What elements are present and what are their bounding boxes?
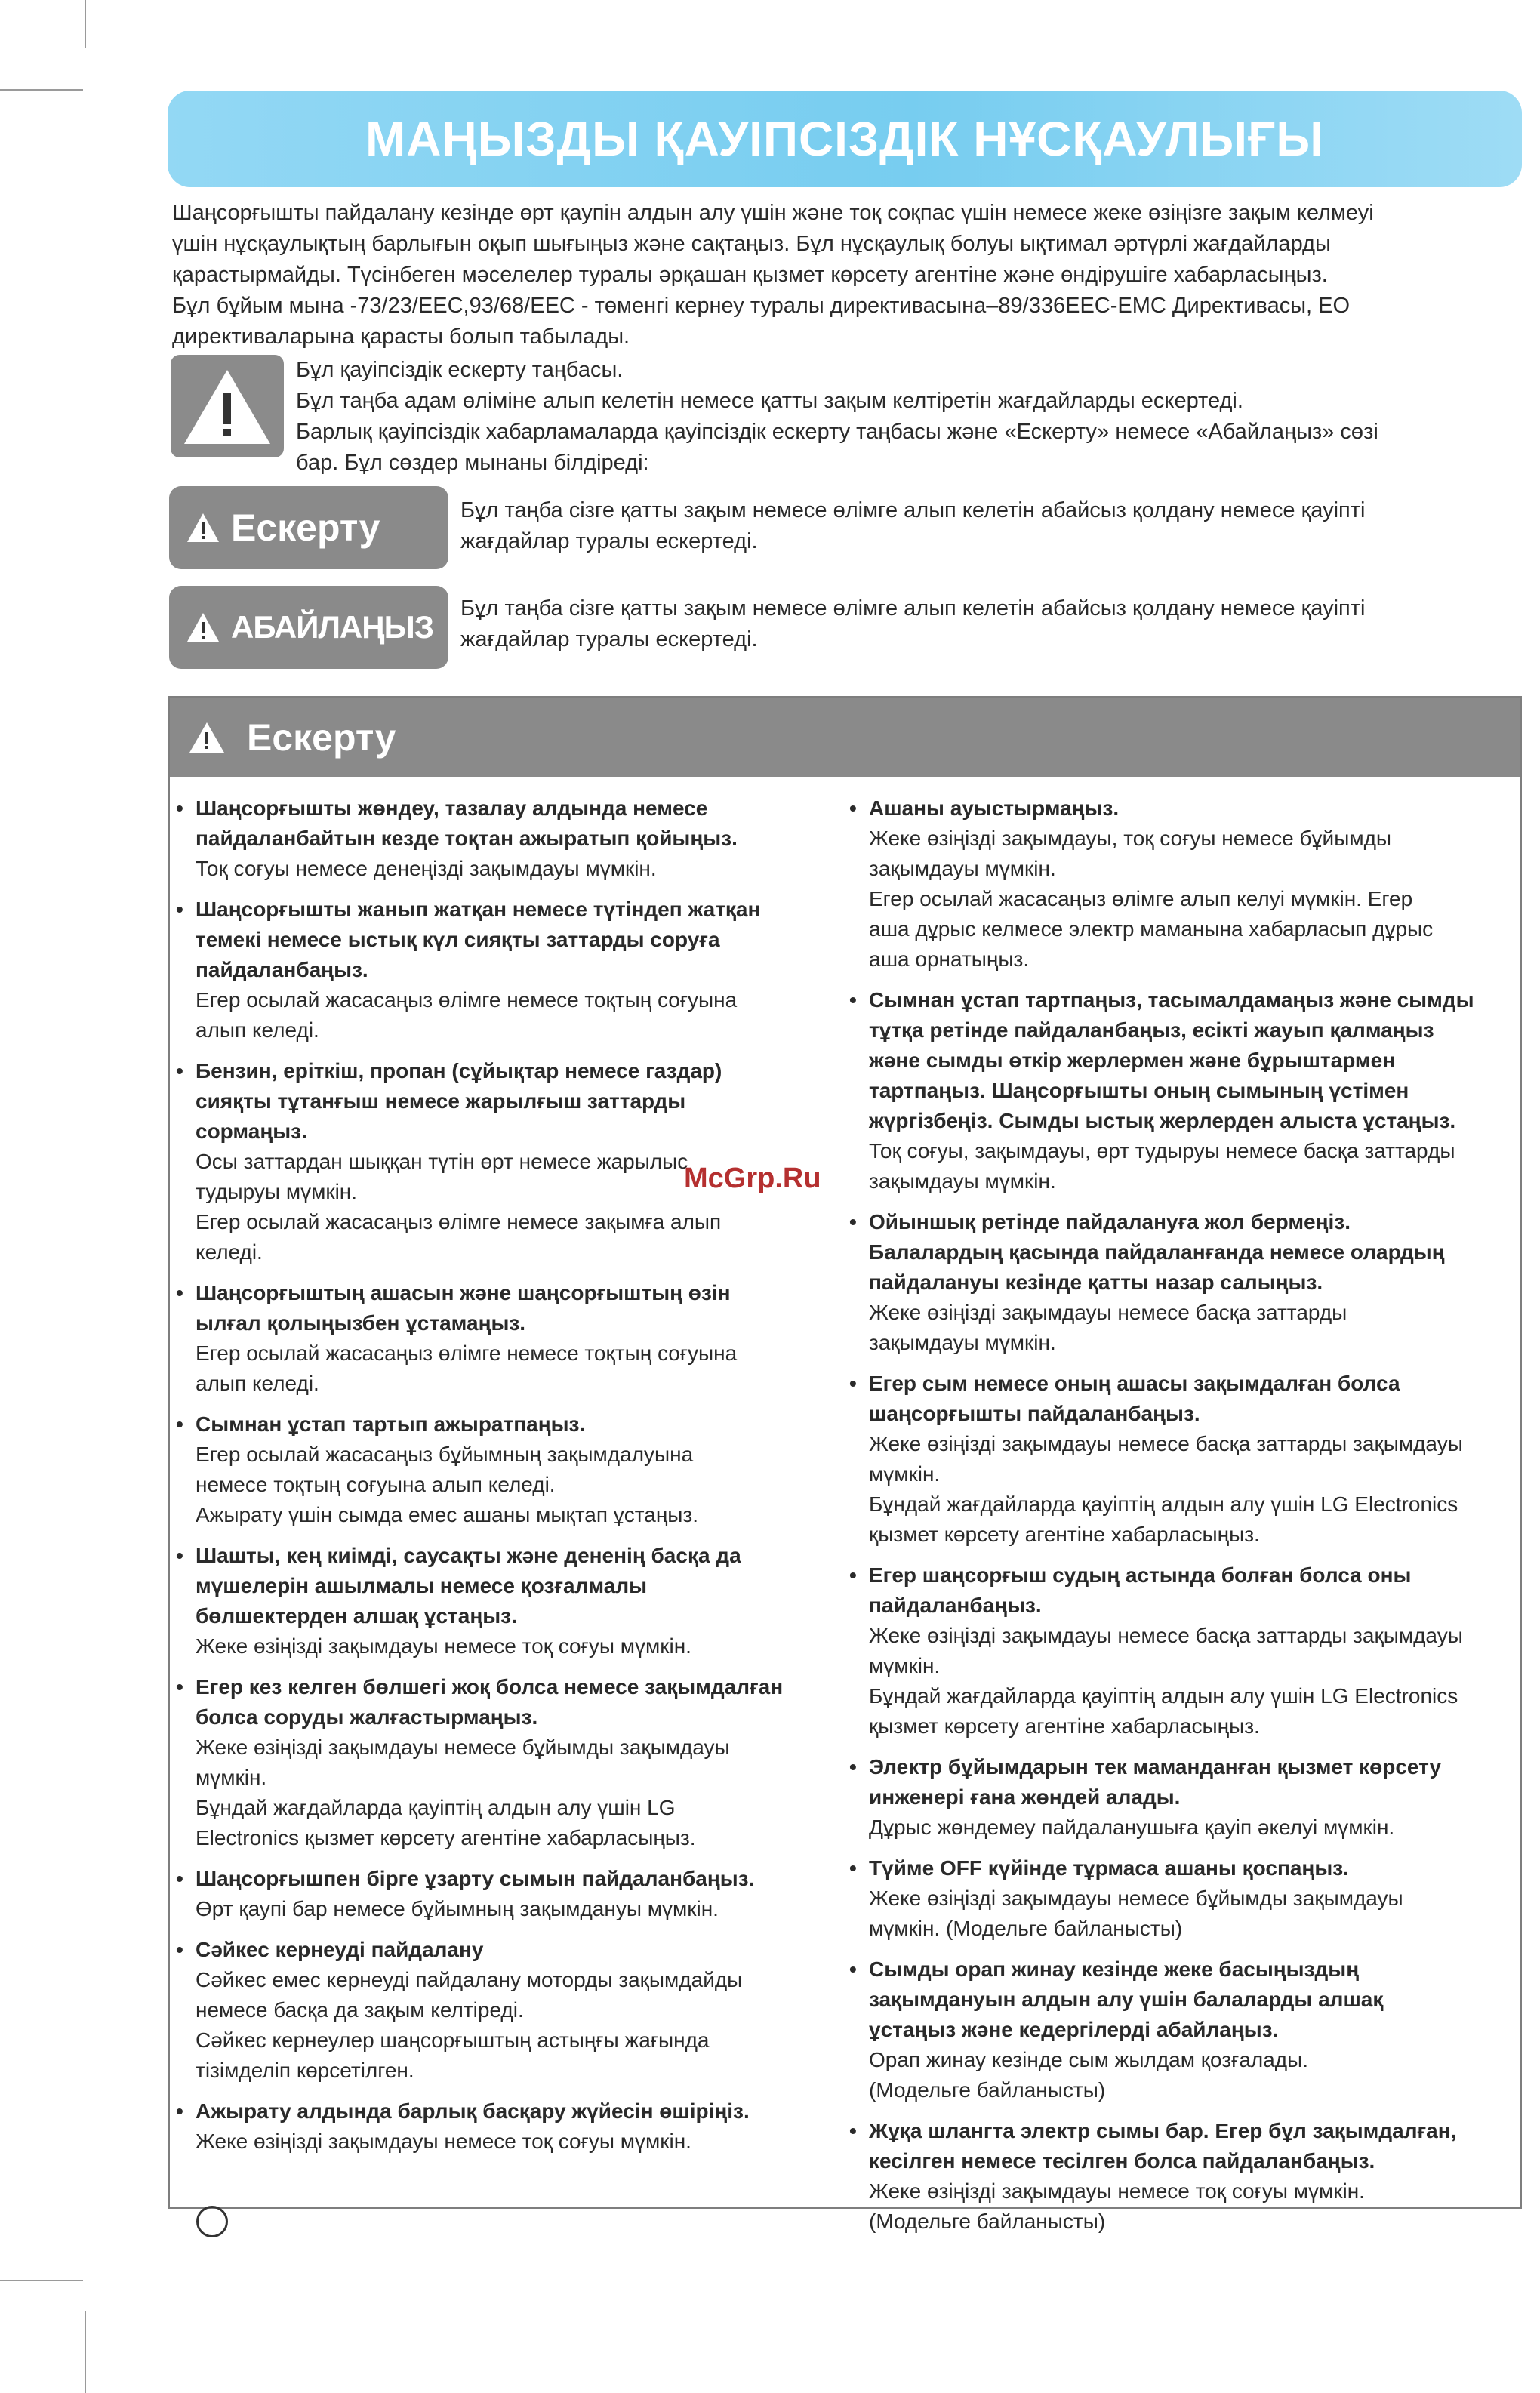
warning-item-title: [849, 1369, 1506, 1429]
title-line: Егер кез келген бөлшегі жоқ болса немесе зақымдалған: [196, 1675, 784, 1699]
warning-item-title: [176, 793, 821, 854]
description-line: Жеке өзіңізді зақымдауы немесе тоқ соғуы мүмкін.: [869, 2179, 1365, 2203]
warning-item-description: [176, 985, 821, 1046]
description-line: мүмкін.: [869, 1462, 941, 1486]
intro-line: үшін нұсқаулықтың барлығын оқып шығыңыз және сақтаңыз. Бұл нұсқаулық болуы ықтимал әртүрлі жағдайларды: [172, 232, 1331, 256]
bullet-icon: •: [849, 1957, 857, 1981]
warning-triangle-icon: [186, 611, 220, 643]
description-line: алып келеді.: [196, 1018, 319, 1042]
warning-item-description: [849, 1429, 1506, 1550]
warning-item: [849, 1752, 1506, 1843]
title-line: Ажырату алдында барлық басқару жүйесін өшіріңіз.: [196, 2099, 750, 2123]
title-line: темекі немесе ыстық күл сияқты заттарды соруға: [196, 928, 720, 951]
description-line: Бұндай жағдайларда қауіптің алдын алу үшін LG Electronics: [869, 1492, 1458, 1516]
description-line: Жеке өзіңізді зақымдауы немесе тоқ соғуы мүмкін.: [196, 2130, 691, 2153]
warning-badge: [169, 486, 448, 569]
description-line: немесе тоқтың соғуына алып келеді.: [196, 1473, 556, 1496]
warning-item: [849, 1954, 1506, 2105]
description-line: қызмет көрсету агентіне хабарласыңыз.: [869, 1714, 1260, 1738]
warning-item: [849, 2116, 1506, 2237]
warning-item-description: [176, 1440, 821, 1530]
warning-badge-label: Ескерту: [231, 507, 380, 549]
title-line: Түйме OFF күйінде тұрмаса ашаны қоспаңыз.: [869, 1856, 1349, 1880]
description-line: Жеке өзіңізді зақымдауы, тоқ соғуы немесе бұйымды: [869, 827, 1392, 850]
description-line: аша дұрыс келмесе электр маманына хабарласып дұрыс: [869, 917, 1434, 941]
title-line: мүшелерін ашылмалы немесе қозғалмалы: [196, 1574, 648, 1597]
title-line: жүргізбеңіз. Сымды ыстық жерлерден алыста ұстаңыз.: [869, 1109, 1456, 1132]
desc-line: Бұл таңба сізге қатты зақым немесе өлімге алып келетін абайсыз қолдану немесе қауіпті: [460, 498, 1366, 522]
warning-item-title: [849, 1752, 1506, 1812]
title-line: кесілген немесе тесілген болса пайдаланбаңыз.: [869, 2149, 1375, 2173]
crop-mark: [0, 2280, 83, 2281]
description-line: Егер осылай жасасаңыз бұйымның зақымдалуына: [196, 1443, 694, 1466]
title-line: Сымды орап жинау кезінде жеке басыңыздың: [869, 1957, 1360, 1981]
description-line: мүмкін.: [196, 1766, 267, 1789]
warning-item-description: [176, 1631, 821, 1662]
warning-item: [176, 2096, 821, 2157]
title-line: бөлшектерден алшақ ұстаңыз.: [196, 1604, 517, 1628]
warning-item-title: [849, 793, 1506, 824]
description-line: Егер осылай жасасаңыз өлімге немесе зақымға алып: [196, 1210, 722, 1233]
bullet-icon: •: [849, 2119, 857, 2142]
warning-item-title: [176, 1409, 821, 1440]
warning-item-description: [849, 1298, 1506, 1358]
description-line: Жеке өзіңізді зақымдауы немесе бұйымды зақымдауы: [869, 1886, 1403, 1910]
warning-item-title: [176, 1672, 821, 1732]
symbol-explanation: [296, 355, 1511, 479]
title-line: Сәйкес кернеуді пайдалану: [196, 1938, 484, 1961]
intro-paragraph: [172, 198, 1513, 353]
page-number-circle: [196, 2206, 228, 2237]
warning-item-description: [849, 1812, 1506, 1843]
warning-item: [849, 985, 1506, 1196]
title-line: Егер шаңсорғыш судың астында болған болса оны: [869, 1563, 1412, 1587]
description-line: Осы заттардан шыққан түтін өрт немесе жарылыс: [196, 1150, 688, 1173]
title-line: Ашаны ауыстырмаңыз.: [869, 796, 1120, 820]
description-line: Сәйкес емес кернеуді пайдалану моторды зақымдайды: [196, 1968, 743, 1991]
crop-mark: [85, 0, 86, 48]
symbol-text-line: Бұл қауіпсіздік ескерту таңбасы.: [296, 358, 624, 382]
warning-item-title: [176, 1541, 821, 1631]
warning-item-title: [176, 1864, 821, 1894]
warning-section-header: [170, 698, 1520, 777]
warning-item-title: [176, 895, 821, 985]
warning-triangle-icon: [171, 355, 284, 457]
intro-line: директиваларына қарасты болып табылады.: [172, 325, 630, 349]
description-line: (Модельге байланысты): [869, 2078, 1106, 2102]
description-line: Electronics қызмет көрсету агентіне хабарласыңыз.: [196, 1826, 696, 1849]
warning-section-title: Ескерту: [247, 716, 396, 759]
title-line: Ойыншық ретінде пайдалануға жол бермеңіз.: [869, 1210, 1351, 1233]
title-line: пайдаланбаңыз.: [196, 958, 368, 981]
title-line: болса соруды жалғастырмаңыз.: [196, 1705, 538, 1729]
desc-line: жағдайлар туралы ескертеді.: [460, 529, 758, 553]
title-line: ылғал қолыңызбен ұстамаңыз.: [196, 1311, 526, 1335]
warning-item: [849, 1853, 1506, 1944]
bullet-icon: •: [176, 1938, 183, 1961]
description-line: Ажырату үшін сымда емес ашаны мықтап ұстаңыз.: [196, 1503, 699, 1526]
bullet-icon: •: [849, 988, 857, 1012]
description-line: зақымдауы мүмкін.: [869, 1169, 1056, 1193]
warning-item: [176, 1864, 821, 1924]
warning-item-title: [849, 985, 1506, 1136]
watermark: McGrp.Ru: [684, 1163, 821, 1194]
warning-item-title: [176, 1056, 821, 1147]
warning-item: [176, 1278, 821, 1399]
bullet-icon: •: [176, 1675, 183, 1699]
warning-item-title: [176, 1935, 821, 1965]
title-banner: [168, 91, 1522, 187]
warning-item: [849, 793, 1506, 975]
description-line: Дұрыс жөндемеу пайдаланушыға қауіп әкелуі мүмкін.: [869, 1816, 1395, 1839]
warning-item-description: [176, 2127, 821, 2157]
warning-item: [849, 1369, 1506, 1550]
warning-item-title: [849, 1954, 1506, 2045]
warning-item-description: [849, 2176, 1506, 2237]
description-line: Жеке өзіңізді зақымдауы немесе басқа заттарды зақымдауы: [869, 1432, 1463, 1455]
description-line: мүмкін.: [869, 1654, 941, 1677]
bullet-icon: •: [849, 1856, 857, 1880]
description-line: Бұндай жағдайларда қауіптің алдын алу үшін LG: [196, 1796, 676, 1819]
bullet-icon: •: [176, 796, 183, 820]
title-line: тұтқа ретінде пайдаланбаңыз, есікті жауып қалмаңыз: [869, 1018, 1434, 1042]
warning-right-column: [849, 793, 1506, 2247]
warning-item-description: [176, 1894, 821, 1924]
warning-item: [176, 1541, 821, 1662]
caution-badge-label: АБАЙЛАҢЫЗ: [231, 609, 433, 645]
bullet-icon: •: [849, 1563, 857, 1587]
title-line: және сымды өткір жерлермен және бұрыштармен: [869, 1049, 1396, 1072]
description-line: Жеке өзіңізді зақымдауы немесе басқа заттарды: [869, 1301, 1348, 1324]
symbol-text-line: бар. Бұл сөздер мынаны білдіреді:: [296, 451, 649, 475]
bullet-icon: •: [849, 796, 857, 820]
symbol-text-line: Барлық қауіпсіздік хабарламаларда қауіпсіздік ескерту таңбасы және «Ескерту» немесе «Абайлаңыз» сөзі: [296, 420, 1378, 444]
intro-line: Шаңсорғышты пайдалану кезінде өрт қаупін алдын алу үшін және тоқ соқпас үшін немесе жеке өзіңізге зақым келмеуі: [172, 201, 1374, 225]
bullet-icon: •: [176, 1544, 183, 1567]
description-line: Сәйкес кернеулер шаңсорғыштың астыңғы жағында: [196, 2028, 710, 2052]
description-line: алып келеді.: [196, 1372, 319, 1395]
description-line: немесе басқа да зақым келтіреді.: [196, 1998, 524, 2022]
description-line: қызмет көрсету агентіне хабарласыңыз.: [869, 1523, 1260, 1546]
warning-item-description: [849, 1883, 1506, 1944]
bullet-icon: •: [176, 1867, 183, 1890]
description-line: Орап жинау кезінде сым жылдам қозғалады.: [869, 2048, 1309, 2071]
title-line: Жұқа шлангта электр сымы бар. Егер бұл зақымдалған,: [869, 2119, 1457, 2142]
description-line: Бұндай жағдайларда қауіптің алдын алу үшін LG Electronics: [869, 1684, 1458, 1708]
description-line: Егер осылай жасасаңыз өлімге немесе тоқтың соғуына: [196, 988, 738, 1012]
bullet-icon: •: [849, 1755, 857, 1779]
warning-item: [176, 1672, 821, 1853]
warning-item-title: [849, 1853, 1506, 1883]
warning-item-description: [849, 1621, 1506, 1742]
title-line: шаңсорғышты пайдаланбаңыз.: [869, 1402, 1200, 1425]
symbol-text-line: Бұл таңба адам өліміне алып келетін немесе қатты зақым келтіретін жағдайларды ескертеді.: [296, 389, 1243, 413]
warning-item-title: [176, 2096, 821, 2127]
bullet-icon: •: [176, 1281, 183, 1304]
desc-line: Бұл таңба сізге қатты зақым немесе өлімге алып келетін абайсыз қолдану немесе қауіпті: [460, 596, 1366, 621]
warning-item: [176, 1409, 821, 1530]
page-title: МАҢЫЗДЫ ҚАУІПСІЗДІК НҰСҚАУЛЫҒЫ: [365, 112, 1325, 166]
description-line: Егер осылай жасасаңыз өлімге немесе тоқтың соғуына: [196, 1341, 738, 1365]
desc-line: жағдайлар туралы ескертеді.: [460, 627, 758, 651]
warning-item-description: [849, 1136, 1506, 1196]
caution-badge-description: [460, 593, 1513, 655]
warning-item-description: [849, 2045, 1506, 2105]
warning-item-description: [176, 1338, 821, 1399]
title-line: Сымнан ұстап тартып ажыратпаңыз.: [196, 1412, 586, 1436]
warning-item-description: [176, 854, 821, 884]
description-line: мүмкін. (Модельге байланысты): [869, 1917, 1183, 1940]
warning-item: [176, 1056, 821, 1267]
title-line: пайдаланбайтын кезде тоқтан ажыратып қойыңыз.: [196, 827, 738, 850]
bullet-icon: •: [176, 1412, 183, 1436]
bullet-icon: •: [849, 1210, 857, 1233]
title-line: Шаңсорғышты жөндеу, тазалау алдында немесе: [196, 796, 708, 820]
description-line: зақымдауы мүмкін.: [869, 857, 1056, 880]
title-line: Сымнан ұстап тартпаңыз, тасымалдамаңыз және сымды: [869, 988, 1474, 1012]
title-line: тартпаңыз. Шаңсорғышты оның сымының үстімен: [869, 1079, 1409, 1102]
warning-triangle-icon: [186, 512, 220, 544]
safety-alert-symbol: [171, 355, 284, 457]
description-line: Жеке өзіңізді зақымдауы немесе бұйымды зақымдауы: [196, 1735, 730, 1759]
warning-item: [176, 895, 821, 1046]
warning-item-title: [849, 2116, 1506, 2176]
description-line: Өрт қаупі бар немесе бұйымның зақымдануы мүмкін.: [196, 1897, 719, 1920]
description-line: Тоқ соғуы, зақымдауы, өрт тудыруы немесе басқа заттарды: [869, 1139, 1455, 1163]
description-line: тізімделіп көрсетілген.: [196, 2059, 414, 2082]
bullet-icon: •: [849, 1372, 857, 1395]
warning-item-title: [849, 1207, 1506, 1298]
bullet-icon: •: [176, 2099, 183, 2123]
description-line: келеді.: [196, 1240, 263, 1264]
description-line: Егер осылай жасасаңыз өлімге алып келуі мүмкін. Егер: [869, 887, 1413, 910]
title-line: Бензин, еріткіш, пропан (сұйықтар немесе газдар): [196, 1059, 722, 1083]
description-line: Жеке өзіңізді зақымдауы немесе басқа заттарды зақымдауы: [869, 1624, 1463, 1647]
title-line: сормаңыз.: [196, 1120, 307, 1143]
title-line: сияқты тұтанғыш немесе жарылғыш заттарды: [196, 1089, 686, 1113]
description-line: Жеке өзіңізді зақымдауы немесе тоқ соғуы мүмкін.: [196, 1634, 691, 1658]
title-line: Шаңсорғышпен бірге ұзарту сымын пайдаланбаңыз.: [196, 1867, 755, 1890]
warning-left-column: [176, 793, 821, 2167]
warning-item: [176, 793, 821, 884]
title-line: Шаңсорғышты жанып жатқан немесе түтіндеп жатқан: [196, 898, 761, 921]
title-line: Балалардың қасында пайдаланғанда немесе олардың: [869, 1240, 1445, 1264]
warning-item: [176, 1935, 821, 2086]
warning-item-title: [176, 1278, 821, 1338]
bullet-icon: •: [176, 898, 183, 921]
warning-item: [849, 1207, 1506, 1358]
warning-item-description: [849, 824, 1506, 975]
title-line: Шашты, кең киімді, саусақты және дененің басқа да: [196, 1544, 741, 1567]
warning-item-description: [176, 1965, 821, 2086]
crop-mark: [85, 2311, 86, 2393]
title-line: Электр бұйымдарын тек маманданған қызмет көрсету: [869, 1755, 1442, 1779]
title-line: пайдаланбаңыз.: [869, 1594, 1042, 1617]
title-line: инженері ғана жөндей алады.: [869, 1785, 1181, 1809]
description-line: аша орнатыңыз.: [869, 947, 1030, 971]
description-line: (Модельге байланысты): [869, 2210, 1106, 2233]
caution-badge: [169, 586, 448, 669]
warning-item-description: [176, 1732, 821, 1853]
crop-mark: [0, 89, 83, 91]
description-line: тудыруы мүмкін.: [196, 1180, 358, 1203]
title-line: ұстаңыз және кедергілерді абайлаңыз.: [869, 2018, 1279, 2041]
warning-section: [168, 696, 1522, 2233]
title-line: пайдалануы кезінде қатты назар салыңыз.: [869, 1270, 1323, 1294]
title-line: Шаңсорғыштың ашасын және шаңсорғыштың өзін: [196, 1281, 731, 1304]
intro-line: қарастырмайды. Түсінбеген мәселелер туралы әрқашан қызмет көрсету агентіне және өндірушіге хабарласыңыз.: [172, 263, 1328, 287]
title-line: Егер сым немесе оның ашасы зақымдалған болса: [869, 1372, 1400, 1395]
description-line: Тоқ соғуы немесе денеңізді зақымдауы мүмкін.: [196, 857, 657, 880]
warning-badge-description: [460, 495, 1513, 557]
warning-item: [849, 1560, 1506, 1742]
description-line: зақымдауы мүмкін.: [869, 1331, 1056, 1354]
title-line: зақымдануын алдын алу үшін балаларды алшақ: [869, 1988, 1384, 2011]
warning-item-title: [849, 1560, 1506, 1621]
bullet-icon: •: [176, 1059, 183, 1083]
intro-line: Бұл бұйым мына -73/23/EEC,93/68/EEC - төменгі кернеу туралы директивасына–89/336EEC-EMC Директивасы, ЕО: [172, 294, 1351, 318]
warning-triangle-icon: [188, 721, 226, 754]
